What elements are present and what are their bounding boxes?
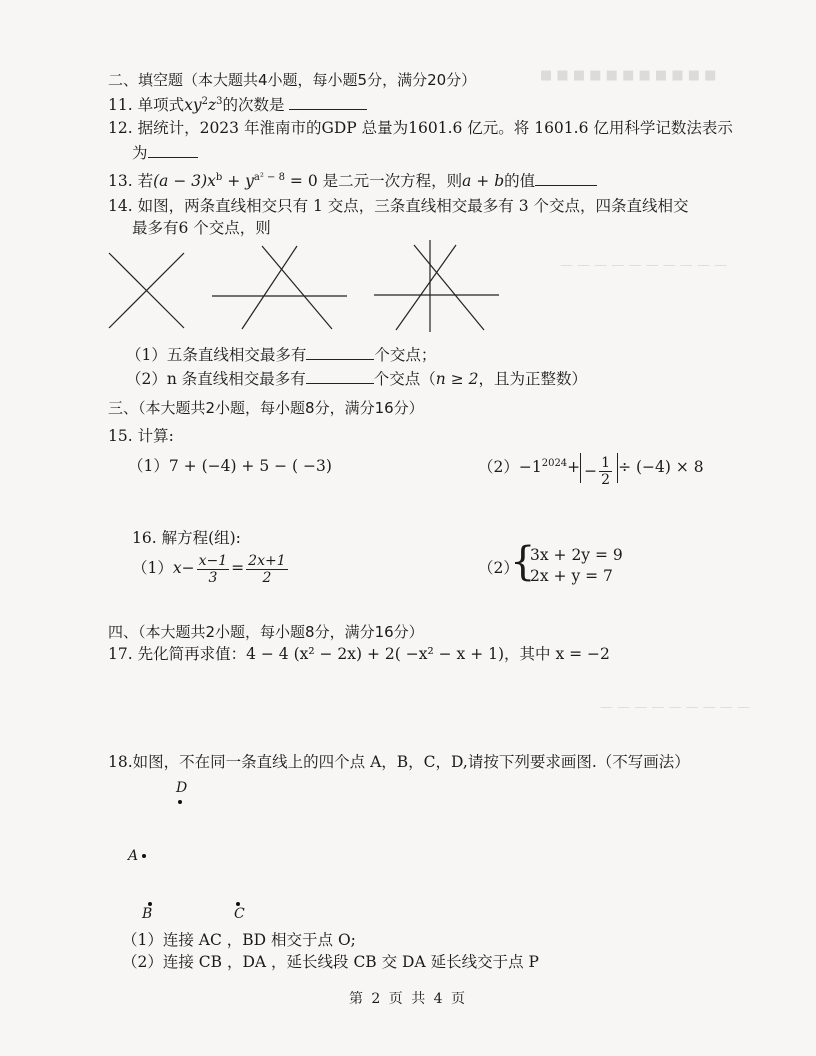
question-15-part-1: （1）7 + (−4) + 5 − ( −3) xyxy=(128,457,332,475)
equation-1: 3x + 2y = 9 xyxy=(530,546,623,564)
fraction xyxy=(599,455,612,488)
system-brace: { xyxy=(510,539,536,585)
point-label-d: D xyxy=(176,780,188,796)
numerator: 1 xyxy=(601,454,611,471)
point-label-a: A xyxy=(128,848,139,864)
point-label-b: B xyxy=(142,906,153,922)
question-17: 17. 先化简再求值：4 − 4 (x² − 2x) + 2( −x² − x + 1)，其中 x = −2 xyxy=(108,645,610,663)
q13-ab: a + b xyxy=(462,172,505,190)
line xyxy=(242,246,297,329)
q13-exp-b: b xyxy=(215,171,223,183)
q13-number: 13. xyxy=(108,172,133,190)
q11-text: 单项式 xyxy=(137,96,185,114)
question-18-sub-1: （1）连接 AC ，BD 相交于点 O; xyxy=(122,931,356,949)
point-label-c: C xyxy=(234,906,245,922)
q13-expr-y: + y xyxy=(222,172,254,190)
bleed-through-text: — — — — — — — — — xyxy=(600,700,751,715)
figure-three-lines xyxy=(212,244,352,334)
bleed-through-text: ■ ■ ■ ■ ■ ■ ■ ■ ■ ■ ■ xyxy=(540,68,717,83)
q13-text: 若 xyxy=(137,172,154,190)
q13-expr: (a − 3)x xyxy=(153,172,216,190)
question-11 xyxy=(108,94,367,115)
q11-expr-z: z xyxy=(207,96,217,114)
q16-p1-label: （1） xyxy=(132,559,173,577)
line xyxy=(262,246,332,329)
figure-two-lines xyxy=(104,248,194,338)
answer-blank[interactable] xyxy=(306,368,374,384)
q12-text: 为 xyxy=(132,144,148,162)
question-15-part-2 xyxy=(478,450,704,488)
q14-sub2-text-mid: 个交点（ xyxy=(373,370,436,388)
q15-minus: − xyxy=(584,462,598,480)
line xyxy=(414,245,484,330)
section-2-title: 二、填空题（本大题共4小题，每小题5分，满分20分） xyxy=(108,71,477,89)
q16-var-x: x xyxy=(172,559,182,577)
q11-exp-z: 3 xyxy=(216,95,223,107)
question-16-head: 16. 解方程(组): xyxy=(132,529,241,547)
line xyxy=(396,245,456,330)
question-13 xyxy=(108,170,597,191)
question-12-line-1: 12. 据统计，2023 年淮南市的GDP 总量为1601.6 亿元。将 1601.6 亿用科学记数法表示 xyxy=(108,119,733,137)
denominator: 2 xyxy=(262,569,272,586)
question-12-line-2 xyxy=(132,142,198,163)
q14-sub2-text: （2）n 条直线相交最多有 xyxy=(126,370,306,388)
question-14-line-2: 最多有6 个交点，则 xyxy=(132,219,271,237)
question-18: 18.如图，不在同一条直线上的四个点 A，B，C，D,请按下列要求画图.（不写画法） xyxy=(108,753,690,771)
figure-four-lines xyxy=(374,240,504,335)
q11-expr-x: xy xyxy=(184,96,202,114)
fraction xyxy=(246,553,287,586)
q14-condition: n ≥ 2 xyxy=(435,370,479,388)
fraction xyxy=(197,553,230,586)
q15-p2-text: （2）−1 xyxy=(478,458,542,476)
answer-blank[interactable] xyxy=(148,142,198,158)
q15-exponent: 2024 xyxy=(541,457,568,469)
question-18-sub-2: （2）连接 CB ，DA ，延长线段 CB 交 DA 延长线交于点 P xyxy=(122,953,539,971)
q11-number: 11. xyxy=(108,96,133,114)
q13-exp-a: a² − 8 xyxy=(253,171,285,183)
q15-plus: + xyxy=(567,458,581,476)
q14-sub2-text-end: ，且为正整数） xyxy=(478,370,587,388)
q15-p2-text-end: ÷ (−4) × 8 xyxy=(618,458,704,476)
question-14-sub-2 xyxy=(126,368,587,389)
question-16-part-1 xyxy=(132,550,290,586)
section-4-title: 四、（本大题共2小题，每小题8分，满分16分） xyxy=(108,623,424,641)
q16-equals: = xyxy=(231,559,245,577)
answer-blank[interactable] xyxy=(306,344,374,360)
question-14-line-1: 14. 如图，两条直线相交只有 1 交点，三条直线相交最多有 3 个交点，四条直线相交 xyxy=(108,197,689,215)
q13-text-b: 是二元一次方程，则 xyxy=(317,172,463,190)
q14-sub1-text-end: 个交点； xyxy=(374,346,437,364)
q11-exp-y: 2 xyxy=(201,95,208,107)
absolute-value xyxy=(580,453,618,488)
bleed-through-text: — — — — — — — — — — xyxy=(560,258,728,273)
denominator: 3 xyxy=(208,569,218,586)
question-14-sub-1 xyxy=(126,344,436,365)
page-footer: 第 2 页 共 4 页 xyxy=(348,991,468,1007)
answer-blank[interactable] xyxy=(289,94,367,110)
section-3-title: 三、（本大题共2小题，每小题8分，满分16分） xyxy=(108,399,424,417)
point-a xyxy=(142,854,146,858)
point-d xyxy=(178,800,182,804)
answer-blank[interactable] xyxy=(535,170,597,186)
q16-minus: − xyxy=(181,559,195,577)
q11-text-end: 的次数是 xyxy=(222,96,285,114)
q14-sub1-text: （1）五条直线相交最多有 xyxy=(126,346,307,364)
q13-text-c: 的值 xyxy=(504,172,536,190)
numerator: 2x+1 xyxy=(248,552,286,569)
q13-eq: = 0 xyxy=(284,172,318,190)
equation-2: 2x + y = 7 xyxy=(530,567,613,585)
numerator: x−1 xyxy=(198,552,228,569)
question-16-part-2-label: （2） xyxy=(478,559,519,577)
denominator: 2 xyxy=(601,471,611,488)
question-15-head: 15. 计算: xyxy=(108,427,174,445)
